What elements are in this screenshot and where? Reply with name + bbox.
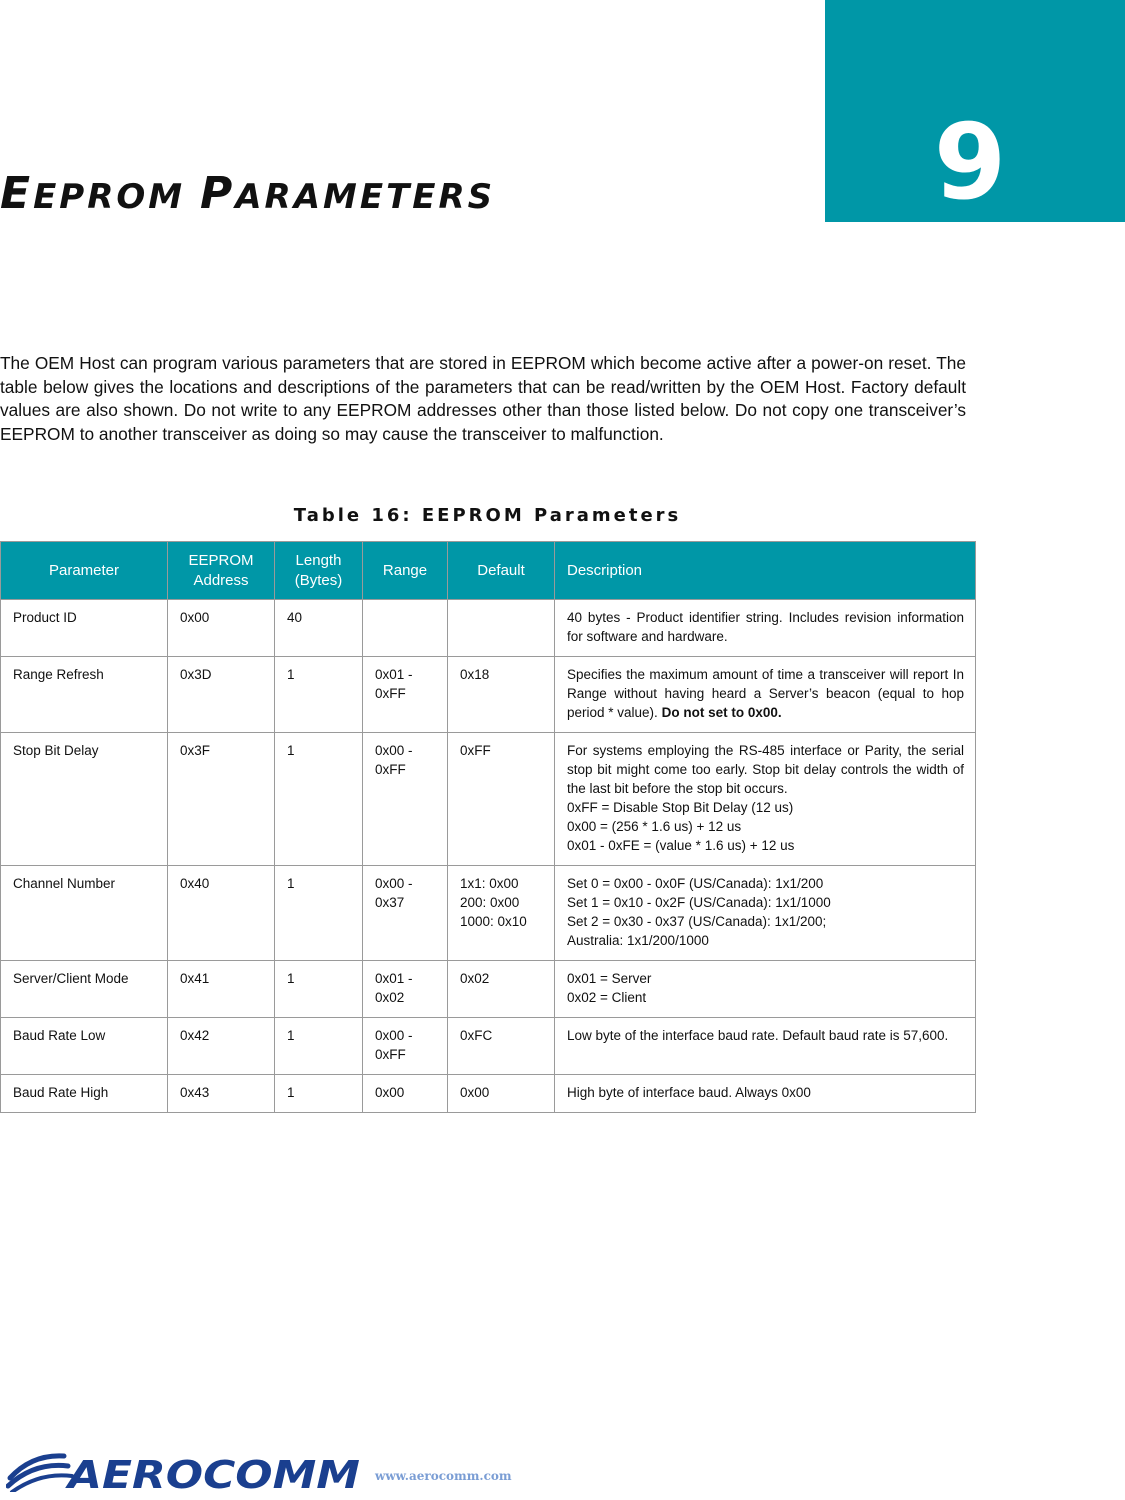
cell-range-line2: 0xFF: [375, 1047, 406, 1062]
table-row: [1, 600, 976, 657]
eeprom-parameters-table: [0, 541, 976, 1113]
cell-parameter: Channel Number: [1, 866, 168, 961]
cell-address: 0x40: [168, 866, 275, 961]
cell-default: [448, 600, 555, 657]
cell-address: 0x3D: [168, 657, 275, 733]
cell-range-line2: 0xFF: [375, 762, 406, 777]
cell-default-line1: 0xFF: [460, 743, 491, 758]
cell-description: [555, 733, 976, 866]
table-caption: Table 16: EEPROM Parameters: [293, 505, 682, 526]
cell-description: [555, 866, 976, 961]
cell-address: 0x42: [168, 1018, 275, 1075]
cell-range-line1: 0x01 -: [375, 971, 413, 986]
cell-description: [555, 1018, 976, 1075]
header-description: Description: [555, 542, 976, 600]
cell-range-line1: 0x00 -: [375, 743, 413, 758]
cell-default-line3: 1000: 0x10: [460, 914, 527, 929]
aerocomm-logo-icon: [6, 1448, 366, 1492]
cell-length: 1: [275, 961, 363, 1018]
cell-parameter: Range Refresh: [1, 657, 168, 733]
cell-description: [555, 1075, 976, 1113]
table-row: [1, 733, 976, 866]
header-parameter: Parameter: [1, 542, 168, 600]
cell-default: [448, 961, 555, 1018]
desc-line: 0x01 - 0xFE = (value * 1.6 us) + 12 us: [567, 838, 795, 853]
header-address: [168, 542, 275, 600]
cell-range: [363, 961, 448, 1018]
cell-range: [363, 1075, 448, 1113]
cell-range: [363, 657, 448, 733]
cell-length: 1: [275, 866, 363, 961]
cell-description: [555, 600, 976, 657]
cell-parameter: Server/Client Mode: [1, 961, 168, 1018]
cell-address: 0x00: [168, 600, 275, 657]
svg-text:AEROCOMM: AEROCOMM: [64, 1453, 361, 1492]
cell-description: [555, 657, 976, 733]
cell-range-line1: 0x00 -: [375, 876, 413, 891]
desc-line: High byte of interface baud. Always 0x00: [567, 1085, 811, 1100]
desc-line: 0xFF = Disable Stop Bit Delay (12 us): [567, 800, 794, 815]
cell-length: 1: [275, 733, 363, 866]
cell-default: [448, 866, 555, 961]
desc-line: For systems employing the RS-485 interface or Parity, the serial stop bit might come too early. Stop bit delay controls the width of the last bit before the stop bit occurs.: [567, 743, 964, 796]
cell-range-line2: 0xFF: [375, 686, 406, 701]
desc-line: 0x00 = (256 * 1.6 us) + 12 us: [567, 819, 742, 834]
desc-line: Set 0 = 0x00 - 0x0F (US/Canada): 1x1/200: [567, 876, 824, 891]
footer-url[interactable]: www.aerocomm.com: [375, 1469, 512, 1483]
cell-default: [448, 733, 555, 866]
intro-paragraph: The OEM Host can program various parameters that are stored in EEPROM which become active after a power-on reset. The table below gives the locations and descriptions of the parameters that can be read/written by the OEM Host. Factory default values are also shown. Do not write to any EEPROM addresses other than those listed below. Do not copy one transceiver’s EEPROM to another transceiver as doing so may cause the transceiver to malfunction.: [0, 353, 966, 444]
desc-line: 0x01 = Server: [567, 971, 652, 986]
desc-line: Low byte of the interface baud rate. Default baud rate is 57,600.: [567, 1028, 949, 1043]
cell-default: [448, 657, 555, 733]
cell-range-line1: 0x01 -: [375, 667, 413, 682]
cell-range: [363, 866, 448, 961]
cell-parameter: Baud Rate Low: [1, 1018, 168, 1075]
chapter-title-initial: E: [0, 168, 34, 219]
cell-length: 1: [275, 657, 363, 733]
desc-line: Specifies the maximum amount of time a transceiver will report In Range without having heard a Server’s beacon (equal to hop period * value).: [567, 667, 964, 720]
cell-range-line1: 0x00: [375, 1085, 405, 1100]
desc-line: Australia: 1x1/200/1000: [567, 933, 709, 948]
header-address-line2: Address: [193, 571, 249, 589]
cell-address: 0x41: [168, 961, 275, 1018]
cell-range: [363, 1018, 448, 1075]
chapter-title-initial-2: P: [199, 168, 236, 219]
table-row: [1, 866, 976, 961]
chapter-number: 9: [933, 101, 1007, 223]
cell-default-line1: 0xFC: [460, 1028, 493, 1043]
chapter-title-part: EPROM: [33, 177, 200, 217]
cell-range: [363, 600, 448, 657]
desc-line: Set 1 = 0x10 - 0x2F (US/Canada): 1x1/1000: [567, 895, 831, 910]
cell-length: 1: [275, 1075, 363, 1113]
cell-length: 1: [275, 1018, 363, 1075]
desc-line: Set 2 = 0x30 - 0x37 (US/Canada): 1x1/200;: [567, 914, 827, 929]
table-row: [1, 1018, 976, 1075]
desc-warning: Do not set to 0x00.: [661, 705, 782, 720]
cell-range: [363, 733, 448, 866]
table-row: [1, 657, 976, 733]
cell-default: [448, 1018, 555, 1075]
cell-range-line2: 0x37: [375, 895, 405, 910]
cell-description: [555, 961, 976, 1018]
cell-default-line1: 1x1: 0x00: [460, 876, 519, 891]
aerocomm-logo: [6, 1448, 366, 1497]
cell-length: 40: [275, 600, 363, 657]
header-default: Default: [448, 542, 555, 600]
header-address-line1: EEPROM: [188, 551, 254, 569]
cell-default-line2: 200: 0x00: [460, 895, 520, 910]
cell-default-line1: 0x18: [460, 667, 490, 682]
header-range: Range: [363, 542, 448, 600]
cell-default: [448, 1075, 555, 1113]
cell-parameter: Stop Bit Delay: [1, 733, 168, 866]
header-length-line1: Length: [295, 551, 342, 569]
cell-default-line1: 0x00: [460, 1085, 490, 1100]
table-row: [1, 1075, 976, 1113]
header-length: [275, 542, 363, 600]
cell-parameter: Product ID: [1, 600, 168, 657]
chapter-title-part-2: ARAMETERS: [235, 177, 496, 217]
header-length-line2: (Bytes): [294, 571, 343, 589]
desc-line: 0x02 = Client: [567, 990, 647, 1005]
table-row: [1, 961, 976, 1018]
chapter-title: [0, 168, 495, 219]
desc-line: 40 bytes - Product identifier string. Includes revision information for software and hardware.: [567, 610, 964, 644]
cell-parameter: Baud Rate High: [1, 1075, 168, 1113]
table-header-row: [1, 542, 976, 600]
cell-address: 0x3F: [168, 733, 275, 866]
chapter-tab: [825, 0, 1125, 222]
cell-default-line1: 0x02: [460, 971, 490, 986]
cell-address: 0x43: [168, 1075, 275, 1113]
cell-range-line2: 0x02: [375, 990, 405, 1005]
cell-range-line1: 0x00 -: [375, 1028, 413, 1043]
